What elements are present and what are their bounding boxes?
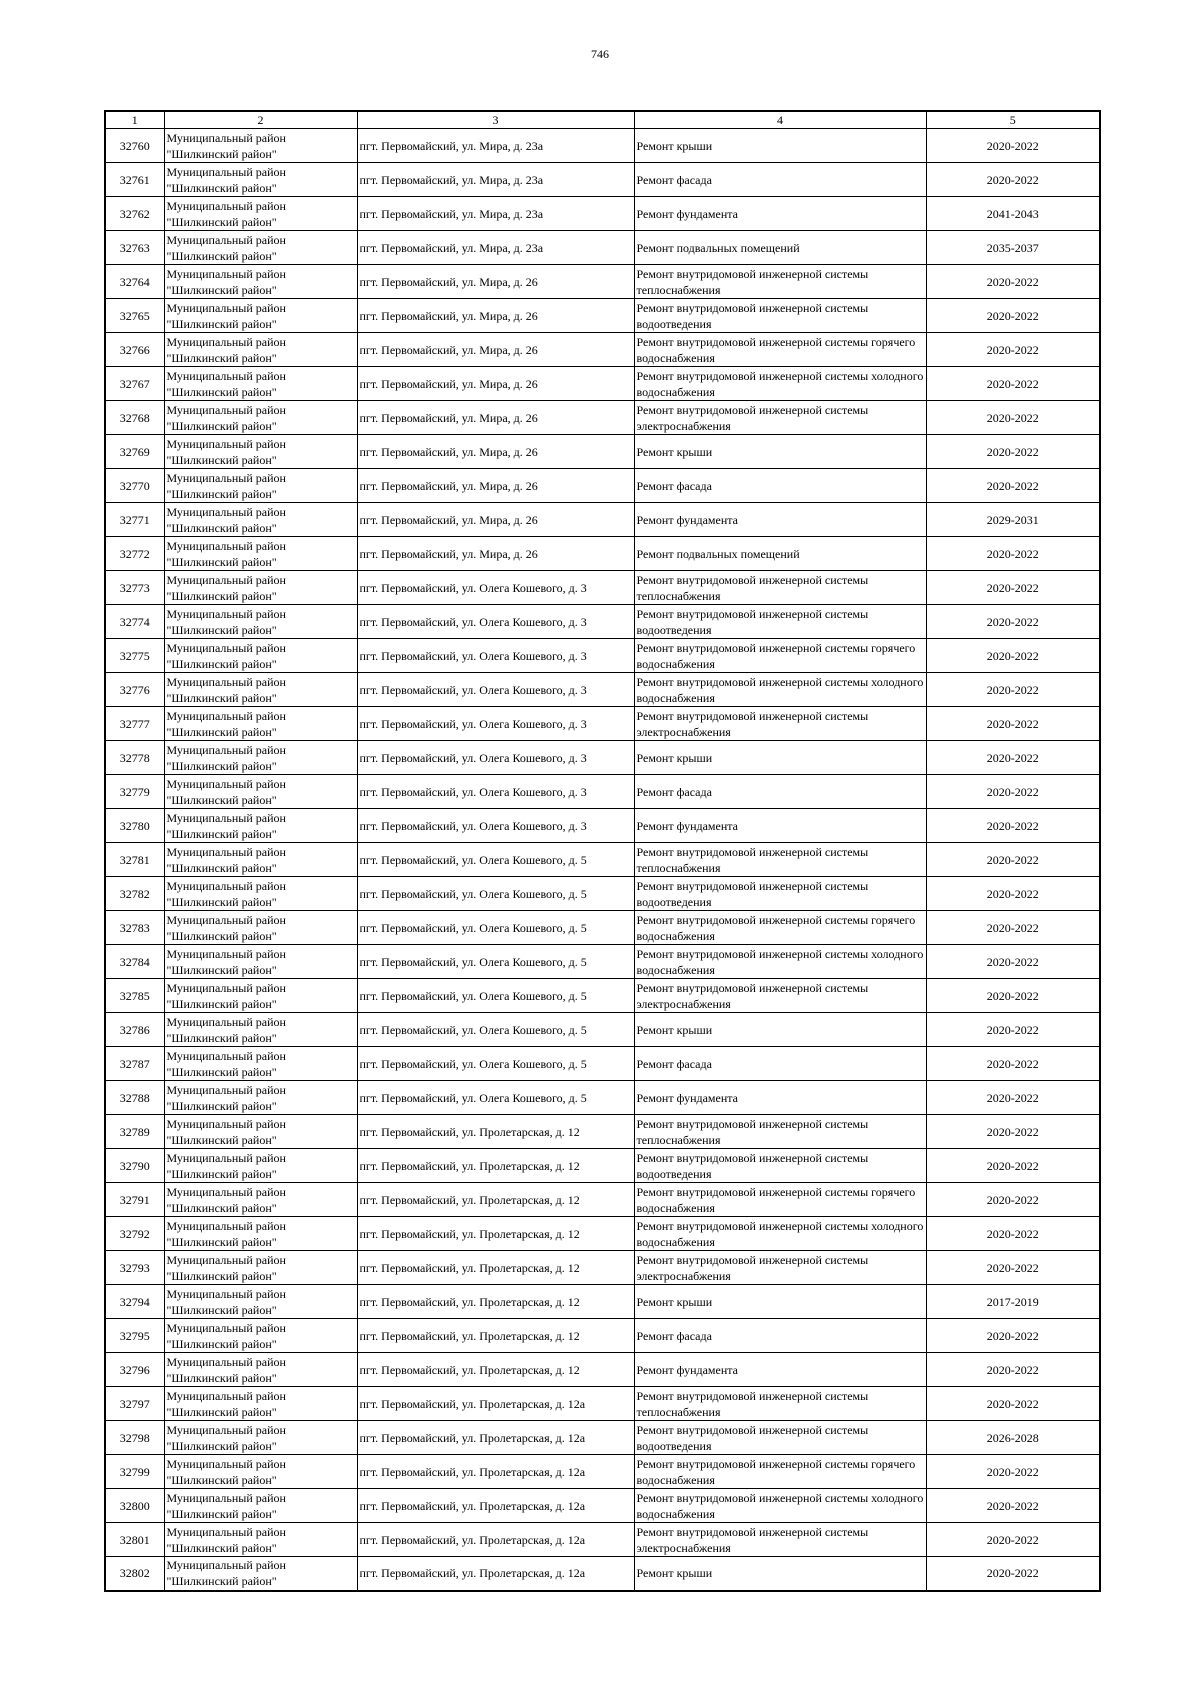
work-type-cell: Ремонт внутридомовой инженерной системы электроснабжения <box>634 401 926 435</box>
municipality-cell: Муниципальный район "Шилкинский район" <box>164 1353 357 1387</box>
address-cell: пгт. Первомайский, ул. Пролетарская, д. 12 <box>357 1183 634 1217</box>
row-number-cell: 32798 <box>105 1421 164 1455</box>
period-cell: 2020-2022 <box>926 707 1100 741</box>
table-row <box>105 1013 1100 1047</box>
municipality-cell: Муниципальный район "Шилкинский район" <box>164 1081 357 1115</box>
table-row <box>105 1421 1100 1455</box>
period-cell: 2020-2022 <box>926 163 1100 197</box>
work-type-cell: Ремонт фундамента <box>634 809 926 843</box>
address-cell: пгт. Первомайский, ул. Пролетарская, д. 12 <box>357 1353 634 1387</box>
municipality-cell: Муниципальный район "Шилкинский район" <box>164 1455 357 1489</box>
municipality-cell: Муниципальный район "Шилкинский район" <box>164 911 357 945</box>
municipality-cell: Муниципальный район "Шилкинский район" <box>164 435 357 469</box>
period-cell: 2020-2022 <box>926 1149 1100 1183</box>
row-number-cell: 32789 <box>105 1115 164 1149</box>
address-cell: пгт. Первомайский, ул. Мира, д. 23а <box>357 129 634 163</box>
address-cell: пгт. Первомайский, ул. Мира, д. 26 <box>357 503 634 537</box>
row-number-cell: 32792 <box>105 1217 164 1251</box>
row-number-cell: 32777 <box>105 707 164 741</box>
work-type-cell: Ремонт фасада <box>634 775 926 809</box>
work-type-cell: Ремонт крыши <box>634 1013 926 1047</box>
period-cell: 2020-2022 <box>926 809 1100 843</box>
address-cell: пгт. Первомайский, ул. Пролетарская, д. 12 <box>357 1115 634 1149</box>
table-row <box>105 1455 1100 1489</box>
period-cell: 2017-2019 <box>926 1285 1100 1319</box>
column-header-2: 2 <box>164 111 357 129</box>
work-type-cell: Ремонт внутридомовой инженерной системы электроснабжения <box>634 707 926 741</box>
row-number-cell: 32794 <box>105 1285 164 1319</box>
municipality-cell: Муниципальный район "Шилкинский район" <box>164 571 357 605</box>
municipality-cell: Муниципальный район "Шилкинский район" <box>164 1217 357 1251</box>
period-cell: 2020-2022 <box>926 605 1100 639</box>
work-type-cell: Ремонт внутридомовой инженерной системы теплоснабжения <box>634 265 926 299</box>
municipality-cell: Муниципальный район "Шилкинский район" <box>164 1489 357 1523</box>
work-type-cell: Ремонт фундамента <box>634 503 926 537</box>
work-type-cell: Ремонт крыши <box>634 1285 926 1319</box>
municipality-cell: Муниципальный район "Шилкинский район" <box>164 333 357 367</box>
work-type-cell: Ремонт подвальных помещений <box>634 537 926 571</box>
address-cell: пгт. Первомайский, ул. Олега Кошевого, д. 5 <box>357 911 634 945</box>
period-cell: 2029-2031 <box>926 503 1100 537</box>
table-row <box>105 639 1100 673</box>
municipality-cell: Муниципальный район "Шилкинский район" <box>164 979 357 1013</box>
row-number-cell: 32774 <box>105 605 164 639</box>
municipality-cell: Муниципальный район "Шилкинский район" <box>164 367 357 401</box>
table-row <box>105 469 1100 503</box>
work-type-cell: Ремонт фундамента <box>634 1081 926 1115</box>
row-number-cell: 32790 <box>105 1149 164 1183</box>
municipality-cell: Муниципальный район "Шилкинский район" <box>164 639 357 673</box>
municipality-cell: Муниципальный район "Шилкинский район" <box>164 1387 357 1421</box>
address-cell: пгт. Первомайский, ул. Пролетарская, д. 12 <box>357 1285 634 1319</box>
municipality-cell: Муниципальный район "Шилкинский район" <box>164 1557 357 1591</box>
row-number-cell: 32797 <box>105 1387 164 1421</box>
period-cell: 2020-2022 <box>926 435 1100 469</box>
work-type-cell: Ремонт внутридомовой инженерной системы холодного водоснабжения <box>634 1217 926 1251</box>
period-cell: 2020-2022 <box>926 1387 1100 1421</box>
row-number-cell: 32787 <box>105 1047 164 1081</box>
period-cell: 2026-2028 <box>926 1421 1100 1455</box>
row-number-cell: 32795 <box>105 1319 164 1353</box>
table-row <box>105 129 1100 163</box>
table-row <box>105 571 1100 605</box>
period-cell: 2020-2022 <box>926 843 1100 877</box>
row-number-cell: 32799 <box>105 1455 164 1489</box>
table-row <box>105 537 1100 571</box>
table-row <box>105 843 1100 877</box>
row-number-cell: 32775 <box>105 639 164 673</box>
address-cell: пгт. Первомайский, ул. Олега Кошевого, д. 5 <box>357 843 634 877</box>
table-row <box>105 1353 1100 1387</box>
address-cell: пгт. Первомайский, ул. Мира, д. 23а <box>357 197 634 231</box>
period-cell: 2020-2022 <box>926 1319 1100 1353</box>
period-cell: 2020-2022 <box>926 1013 1100 1047</box>
table-row <box>105 979 1100 1013</box>
work-type-cell: Ремонт внутридомовой инженерной системы холодного водоснабжения <box>634 367 926 401</box>
address-cell: пгт. Первомайский, ул. Пролетарская, д. 12 <box>357 1217 634 1251</box>
work-type-cell: Ремонт внутридомовой инженерной системы электроснабжения <box>634 1251 926 1285</box>
table-body <box>105 129 1100 1591</box>
address-cell: пгт. Первомайский, ул. Пролетарская, д. 12 <box>357 1251 634 1285</box>
table-row <box>105 435 1100 469</box>
municipality-cell: Муниципальный район "Шилкинский район" <box>164 197 357 231</box>
address-cell: пгт. Первомайский, ул. Мира, д. 26 <box>357 333 634 367</box>
period-cell: 2020-2022 <box>926 333 1100 367</box>
address-cell: пгт. Первомайский, ул. Олега Кошевого, д. 5 <box>357 877 634 911</box>
work-type-cell: Ремонт внутридомовой инженерной системы электроснабжения <box>634 979 926 1013</box>
row-number-cell: 32762 <box>105 197 164 231</box>
period-cell: 2020-2022 <box>926 741 1100 775</box>
period-cell: 2020-2022 <box>926 979 1100 1013</box>
work-type-cell: Ремонт фасада <box>634 1047 926 1081</box>
address-cell: пгт. Первомайский, ул. Мира, д. 26 <box>357 299 634 333</box>
header-row <box>105 111 1100 129</box>
table-row <box>105 1387 1100 1421</box>
municipality-cell: Муниципальный район "Шилкинский район" <box>164 231 357 265</box>
address-cell: пгт. Первомайский, ул. Олега Кошевого, д. 3 <box>357 809 634 843</box>
period-cell: 2020-2022 <box>926 877 1100 911</box>
period-cell: 2020-2022 <box>926 1115 1100 1149</box>
municipality-cell: Муниципальный район "Шилкинский район" <box>164 1047 357 1081</box>
row-number-cell: 32765 <box>105 299 164 333</box>
period-cell: 2020-2022 <box>926 401 1100 435</box>
work-type-cell: Ремонт внутридомовой инженерной системы горячего водоснабжения <box>634 333 926 367</box>
period-cell: 2020-2022 <box>926 911 1100 945</box>
address-cell: пгт. Первомайский, ул. Мира, д. 26 <box>357 537 634 571</box>
municipality-cell: Муниципальный район "Шилкинский район" <box>164 673 357 707</box>
municipality-cell: Муниципальный район "Шилкинский район" <box>164 945 357 979</box>
address-cell: пгт. Первомайский, ул. Мира, д. 26 <box>357 401 634 435</box>
period-cell: 2020-2022 <box>926 945 1100 979</box>
period-cell: 2020-2022 <box>926 775 1100 809</box>
row-number-cell: 32781 <box>105 843 164 877</box>
period-cell: 2035-2037 <box>926 231 1100 265</box>
row-number-cell: 32773 <box>105 571 164 605</box>
municipality-cell: Муниципальный район "Шилкинский район" <box>164 707 357 741</box>
municipality-cell: Муниципальный район "Шилкинский район" <box>164 299 357 333</box>
column-header-4: 4 <box>634 111 926 129</box>
address-cell: пгт. Первомайский, ул. Мира, д. 26 <box>357 469 634 503</box>
row-number-cell: 32796 <box>105 1353 164 1387</box>
row-number-cell: 32776 <box>105 673 164 707</box>
table-row <box>105 605 1100 639</box>
column-header-5: 5 <box>926 111 1100 129</box>
period-cell: 2020-2022 <box>926 299 1100 333</box>
table-row <box>105 707 1100 741</box>
table-row <box>105 1081 1100 1115</box>
row-number-cell: 32761 <box>105 163 164 197</box>
period-cell: 2020-2022 <box>926 1251 1100 1285</box>
period-cell: 2020-2022 <box>926 537 1100 571</box>
period-cell: 2020-2022 <box>926 1217 1100 1251</box>
address-cell: пгт. Первомайский, ул. Пролетарская, д. 12а <box>357 1557 634 1591</box>
table-row <box>105 1047 1100 1081</box>
work-type-cell: Ремонт внутридомовой инженерной системы водоотведения <box>634 877 926 911</box>
table-row <box>105 367 1100 401</box>
period-cell: 2020-2022 <box>926 129 1100 163</box>
table-row <box>105 401 1100 435</box>
repair-schedule-table <box>104 110 1101 1592</box>
address-cell: пгт. Первомайский, ул. Мира, д. 26 <box>357 265 634 299</box>
work-type-cell: Ремонт крыши <box>634 129 926 163</box>
work-type-cell: Ремонт внутридомовой инженерной системы холодного водоснабжения <box>634 673 926 707</box>
work-type-cell: Ремонт внутридомовой инженерной системы горячего водоснабжения <box>634 1183 926 1217</box>
work-type-cell: Ремонт крыши <box>634 435 926 469</box>
municipality-cell: Муниципальный район "Шилкинский район" <box>164 1149 357 1183</box>
address-cell: пгт. Первомайский, ул. Олега Кошевого, д. 3 <box>357 605 634 639</box>
row-number-cell: 32764 <box>105 265 164 299</box>
municipality-cell: Муниципальный район "Шилкинский район" <box>164 1013 357 1047</box>
address-cell: пгт. Первомайский, ул. Олега Кошевого, д. 3 <box>357 571 634 605</box>
table-row <box>105 809 1100 843</box>
work-type-cell: Ремонт внутридомовой инженерной системы холодного водоснабжения <box>634 1489 926 1523</box>
table-header <box>105 111 1100 129</box>
period-cell: 2020-2022 <box>926 1183 1100 1217</box>
page-number: 746 <box>591 47 609 61</box>
work-type-cell: Ремонт внутридомовой инженерной системы горячего водоснабжения <box>634 639 926 673</box>
municipality-cell: Муниципальный район "Шилкинский район" <box>164 265 357 299</box>
address-cell: пгт. Первомайский, ул. Олега Кошевого, д. 3 <box>357 707 634 741</box>
address-cell: пгт. Первомайский, ул. Пролетарская, д. 12 <box>357 1319 634 1353</box>
row-number-cell: 32788 <box>105 1081 164 1115</box>
address-cell: пгт. Первомайский, ул. Пролетарская, д. 12а <box>357 1489 634 1523</box>
row-number-cell: 32801 <box>105 1523 164 1557</box>
row-number-cell: 32767 <box>105 367 164 401</box>
row-number-cell: 32780 <box>105 809 164 843</box>
table-row <box>105 1319 1100 1353</box>
address-cell: пгт. Первомайский, ул. Олега Кошевого, д. 5 <box>357 945 634 979</box>
row-number-cell: 32802 <box>105 1557 164 1591</box>
municipality-cell: Муниципальный район "Шилкинский район" <box>164 1421 357 1455</box>
municipality-cell: Муниципальный район "Шилкинский район" <box>164 741 357 775</box>
municipality-cell: Муниципальный район "Шилкинский район" <box>164 775 357 809</box>
municipality-cell: Муниципальный район "Шилкинский район" <box>164 1319 357 1353</box>
work-type-cell: Ремонт фундамента <box>634 1353 926 1387</box>
row-number-cell: 32769 <box>105 435 164 469</box>
work-type-cell: Ремонт внутридомовой инженерной системы теплоснабжения <box>634 843 926 877</box>
column-header-3: 3 <box>357 111 634 129</box>
work-type-cell: Ремонт внутридомовой инженерной системы теплоснабжения <box>634 571 926 605</box>
row-number-cell: 32766 <box>105 333 164 367</box>
period-cell: 2020-2022 <box>926 673 1100 707</box>
period-cell: 2020-2022 <box>926 265 1100 299</box>
address-cell: пгт. Первомайский, ул. Олега Кошевого, д. 5 <box>357 1013 634 1047</box>
table-row <box>105 741 1100 775</box>
period-cell: 2020-2022 <box>926 639 1100 673</box>
work-type-cell: Ремонт крыши <box>634 741 926 775</box>
table-row <box>105 163 1100 197</box>
row-number-cell: 32771 <box>105 503 164 537</box>
table-row <box>105 1183 1100 1217</box>
municipality-cell: Муниципальный район "Шилкинский район" <box>164 129 357 163</box>
row-number-cell: 32763 <box>105 231 164 265</box>
municipality-cell: Муниципальный район "Шилкинский район" <box>164 163 357 197</box>
work-type-cell: Ремонт внутридомовой инженерной системы горячего водоснабжения <box>634 911 926 945</box>
address-cell: пгт. Первомайский, ул. Мира, д. 26 <box>357 367 634 401</box>
address-cell: пгт. Первомайский, ул. Мира, д. 23а <box>357 231 634 265</box>
work-type-cell: Ремонт подвальных помещений <box>634 231 926 265</box>
address-cell: пгт. Первомайский, ул. Мира, д. 23а <box>357 163 634 197</box>
row-number-cell: 32760 <box>105 129 164 163</box>
work-type-cell: Ремонт внутридомовой инженерной системы теплоснабжения <box>634 1115 926 1149</box>
table-row <box>105 945 1100 979</box>
work-type-cell: Ремонт фундамента <box>634 197 926 231</box>
address-cell: пгт. Первомайский, ул. Олега Кошевого, д. 3 <box>357 639 634 673</box>
period-cell: 2020-2022 <box>926 1047 1100 1081</box>
period-cell: 2020-2022 <box>926 1353 1100 1387</box>
municipality-cell: Муниципальный район "Шилкинский район" <box>164 503 357 537</box>
address-cell: пгт. Первомайский, ул. Олега Кошевого, д. 5 <box>357 979 634 1013</box>
municipality-cell: Муниципальный район "Шилкинский район" <box>164 877 357 911</box>
row-number-cell: 32770 <box>105 469 164 503</box>
table-row <box>105 333 1100 367</box>
period-cell: 2020-2022 <box>926 1081 1100 1115</box>
table-row <box>105 1149 1100 1183</box>
work-type-cell: Ремонт внутридомовой инженерной системы электроснабжения <box>634 1523 926 1557</box>
table-row <box>105 673 1100 707</box>
row-number-cell: 32791 <box>105 1183 164 1217</box>
address-cell: пгт. Первомайский, ул. Пролетарская, д. 12 <box>357 1149 634 1183</box>
address-cell: пгт. Первомайский, ул. Олега Кошевого, д. 5 <box>357 1047 634 1081</box>
municipality-cell: Муниципальный район "Шилкинский район" <box>164 1115 357 1149</box>
table-row <box>105 911 1100 945</box>
table-row <box>105 503 1100 537</box>
work-type-cell: Ремонт внутридомовой инженерной системы холодного водоснабжения <box>634 945 926 979</box>
work-type-cell: Ремонт фасада <box>634 163 926 197</box>
work-type-cell: Ремонт внутридомовой инженерной системы теплоснабжения <box>634 1387 926 1421</box>
table-row <box>105 197 1100 231</box>
table-row <box>105 1251 1100 1285</box>
table-row <box>105 299 1100 333</box>
row-number-cell: 32779 <box>105 775 164 809</box>
municipality-cell: Муниципальный район "Шилкинский район" <box>164 537 357 571</box>
table-row <box>105 1523 1100 1557</box>
municipality-cell: Муниципальный район "Шилкинский район" <box>164 605 357 639</box>
table-row <box>105 1217 1100 1251</box>
period-cell: 2020-2022 <box>926 571 1100 605</box>
row-number-cell: 32786 <box>105 1013 164 1047</box>
table-row <box>105 1557 1100 1591</box>
work-type-cell: Ремонт внутридомовой инженерной системы водоотведения <box>634 299 926 333</box>
period-cell: 2020-2022 <box>926 367 1100 401</box>
row-number-cell: 32793 <box>105 1251 164 1285</box>
work-type-cell: Ремонт фасада <box>634 469 926 503</box>
address-cell: пгт. Первомайский, ул. Олега Кошевого, д. 3 <box>357 741 634 775</box>
municipality-cell: Муниципальный район "Шилкинский район" <box>164 1251 357 1285</box>
address-cell: пгт. Первомайский, ул. Пролетарская, д. 12а <box>357 1455 634 1489</box>
municipality-cell: Муниципальный район "Шилкинский район" <box>164 469 357 503</box>
municipality-cell: Муниципальный район "Шилкинский район" <box>164 1523 357 1557</box>
row-number-cell: 32784 <box>105 945 164 979</box>
address-cell: пгт. Первомайский, ул. Олега Кошевого, д. 5 <box>357 1081 634 1115</box>
work-type-cell: Ремонт фасада <box>634 1319 926 1353</box>
address-cell: пгт. Первомайский, ул. Пролетарская, д. 12а <box>357 1421 634 1455</box>
period-cell: 2020-2022 <box>926 1489 1100 1523</box>
row-number-cell: 32778 <box>105 741 164 775</box>
table-row <box>105 265 1100 299</box>
table-row <box>105 877 1100 911</box>
work-type-cell: Ремонт внутридомовой инженерной системы водоотведения <box>634 1421 926 1455</box>
row-number-cell: 32772 <box>105 537 164 571</box>
municipality-cell: Муниципальный район "Шилкинский район" <box>164 809 357 843</box>
municipality-cell: Муниципальный район "Шилкинский район" <box>164 843 357 877</box>
address-cell: пгт. Первомайский, ул. Мира, д. 26 <box>357 435 634 469</box>
column-header-1: 1 <box>105 111 164 129</box>
row-number-cell: 32783 <box>105 911 164 945</box>
row-number-cell: 32782 <box>105 877 164 911</box>
work-type-cell: Ремонт внутридомовой инженерной системы водоотведения <box>634 1149 926 1183</box>
address-cell: пгт. Первомайский, ул. Олега Кошевого, д. 3 <box>357 775 634 809</box>
period-cell: 2041-2043 <box>926 197 1100 231</box>
period-cell: 2020-2022 <box>926 1523 1100 1557</box>
period-cell: 2020-2022 <box>926 1455 1100 1489</box>
address-cell: пгт. Первомайский, ул. Пролетарская, д. 12а <box>357 1523 634 1557</box>
table-row <box>105 231 1100 265</box>
period-cell: 2020-2022 <box>926 469 1100 503</box>
work-type-cell: Ремонт внутридомовой инженерной системы горячего водоснабжения <box>634 1455 926 1489</box>
table-row <box>105 775 1100 809</box>
municipality-cell: Муниципальный район "Шилкинский район" <box>164 1183 357 1217</box>
period-cell: 2020-2022 <box>926 1557 1100 1591</box>
address-cell: пгт. Первомайский, ул. Олега Кошевого, д. 3 <box>357 673 634 707</box>
work-type-cell: Ремонт внутридомовой инженерной системы водоотведения <box>634 605 926 639</box>
municipality-cell: Муниципальный район "Шилкинский район" <box>164 1285 357 1319</box>
row-number-cell: 32768 <box>105 401 164 435</box>
table-row <box>105 1285 1100 1319</box>
row-number-cell: 32800 <box>105 1489 164 1523</box>
row-number-cell: 32785 <box>105 979 164 1013</box>
table-row <box>105 1115 1100 1149</box>
address-cell: пгт. Первомайский, ул. Пролетарская, д. 12а <box>357 1387 634 1421</box>
work-type-cell: Ремонт крыши <box>634 1557 926 1591</box>
municipality-cell: Муниципальный район "Шилкинский район" <box>164 401 357 435</box>
table-row <box>105 1489 1100 1523</box>
